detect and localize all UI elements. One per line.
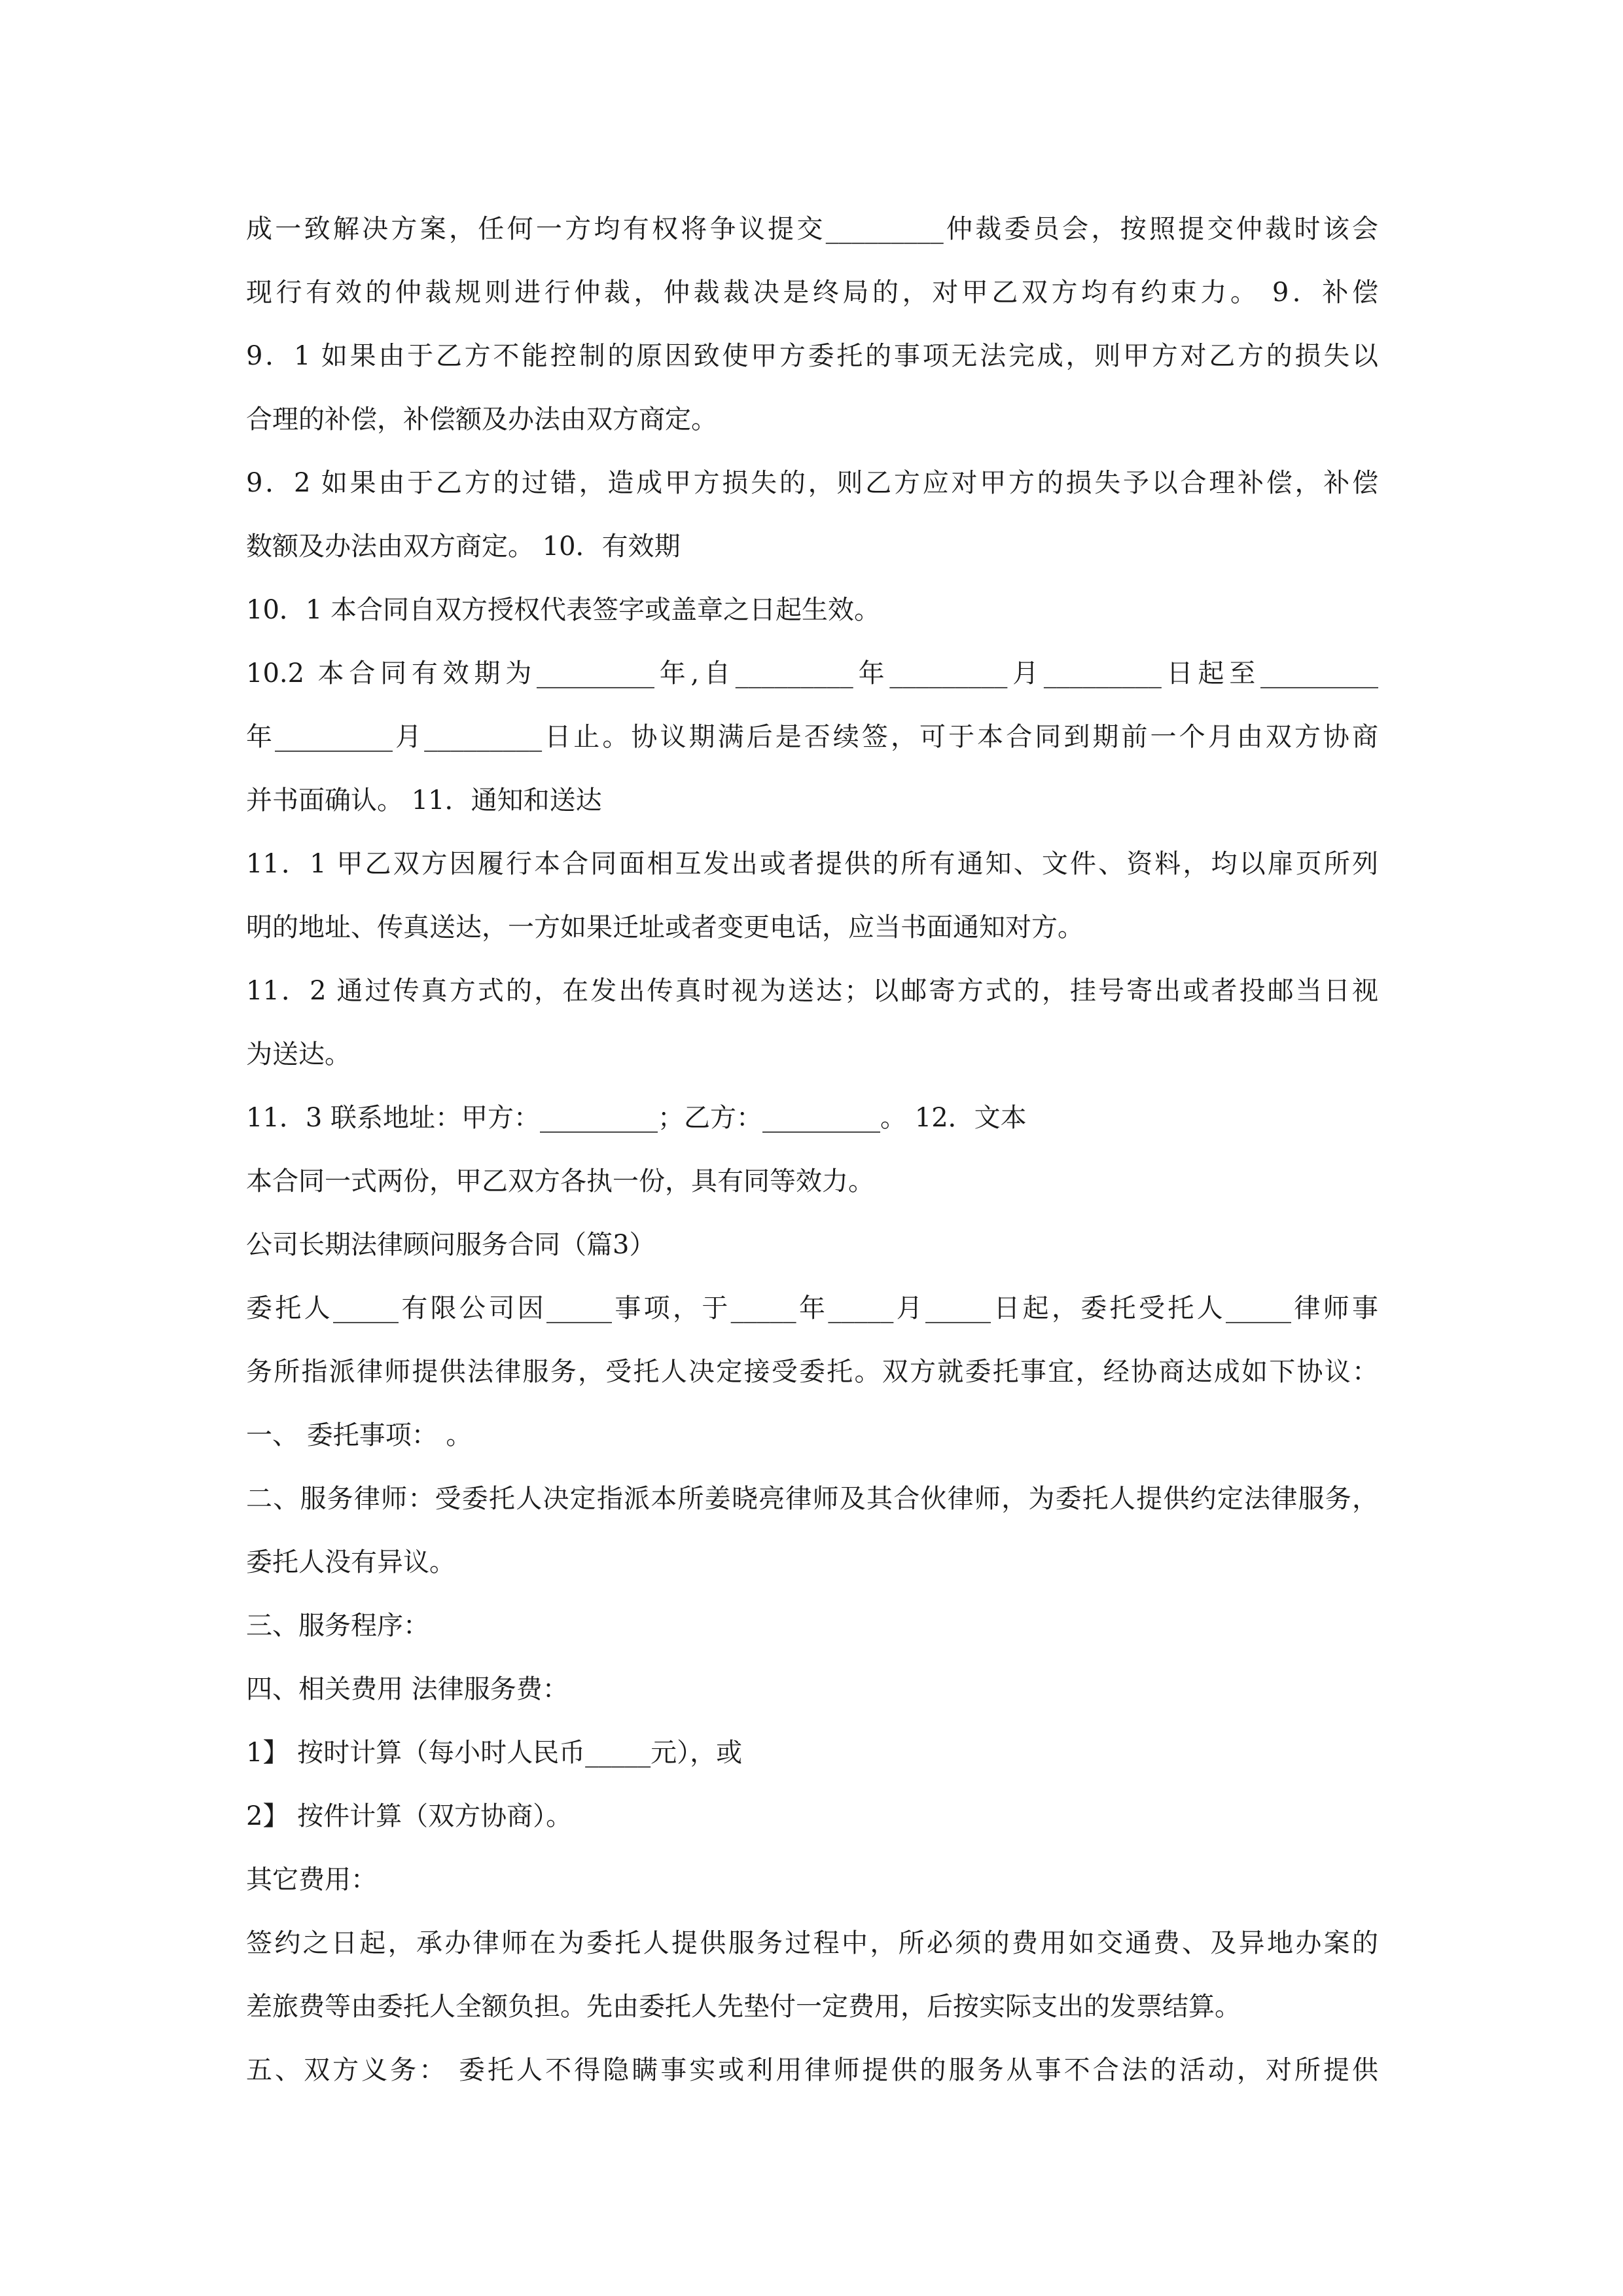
text-line: 委托人_____有限公司因_____事项，于_____年_____月_____日起，委托受托人_____律师事: [246, 1293, 1378, 1323]
text-line: 9．2 如果由于乙方的过错，造成甲方损失的，则乙方应对甲方的损失予以合理补偿，补偿: [246, 468, 1378, 498]
text-line: 差旅费等由委托人全额负担。先由委托人先垫付一定费用，后按实际支出的发票结算。: [246, 1992, 1241, 2022]
text-line: 二、服务律师：受委托人决定指派本所姜晓亮律师及其合伙律师，为委托人提供约定法律服务，: [246, 1484, 1378, 1514]
text-line: 9．1 如果由于乙方不能控制的原因致使甲方委托的事项无法完成，则甲方对乙方的损失以: [246, 341, 1378, 371]
text-line: 其它费用：: [246, 1865, 377, 1895]
text-line: 11．1 甲乙双方因履行本合同面相互发出或者提供的所有通知、文件、资料，均以扉页所列: [246, 849, 1378, 879]
text-line: 明的地址、传真送达，一方如果迁址或者变更电话，应当书面通知对方。: [246, 912, 1084, 942]
text-line: 11．3 联系地址：甲方：_________；乙方：_________。 12．文本: [246, 1103, 1027, 1133]
text-line: 现行有效的仲裁规则进行仲裁，仲裁裁决是终局的，对甲乙双方均有约束力。 9．补偿: [246, 278, 1378, 308]
text-line: 为送达。: [246, 1039, 351, 1069]
text-line: 2】 按件计算（双方协商）。: [246, 1801, 573, 1831]
text-line: 四、相关费用 法律服务费：: [246, 1674, 569, 1704]
text-line: 合理的补偿，补偿额及办法由双方商定。: [246, 404, 717, 435]
text-line: 五、双方义务： 委托人不得隐瞒事实或利用律师提供的服务从事不合法的活动，对所提供: [246, 2055, 1378, 2085]
text-line: 10．1 本合同自双方授权代表签字或盖章之日起生效。: [246, 595, 881, 625]
text-line: 务所指派律师提供法律服务，受托人决定接受委托。双方就委托事宜，经协商达成如下协议：: [246, 1357, 1378, 1387]
text-line: 10.2 本合同有效期为_________年,自_________年_________月_________日起至_________: [246, 658, 1378, 689]
text-line: 1】 按时计算（每小时人民币_____元），或: [246, 1738, 743, 1768]
text-line: 年_________月_________日止。协议期满后是否续签，可于本合同到期前一个月由双方协商: [246, 722, 1378, 752]
text-line: 数额及办法由双方商定。 10．有效期: [246, 531, 681, 562]
section-heading: 公司长期法律顾问服务合同（篇3）: [246, 1230, 656, 1260]
text-line: 成一致解决方案，任何一方均有权将争议提交_________仲裁委员会，按照提交仲裁时该会: [246, 214, 1378, 244]
text-line: 本合同一式两份，甲乙双方各执一份，具有同等效力。: [246, 1166, 874, 1196]
text-line: 签约之日起，承办律师在为委托人提供服务过程中，所必须的费用如交通费、及异地办案的: [246, 1928, 1378, 1958]
text-line: 并书面确认。 11．通知和送达: [246, 785, 602, 816]
text-line: 一、 委托事项： 。: [246, 1420, 473, 1450]
text-line: 三、服务程序：: [246, 1611, 429, 1641]
text-line: 11．2 通过传真方式的，在发出传真时视为送达；以邮寄方式的，挂号寄出或者投邮当日视: [246, 976, 1378, 1006]
text-line: 委托人没有异议。: [246, 1547, 455, 1577]
